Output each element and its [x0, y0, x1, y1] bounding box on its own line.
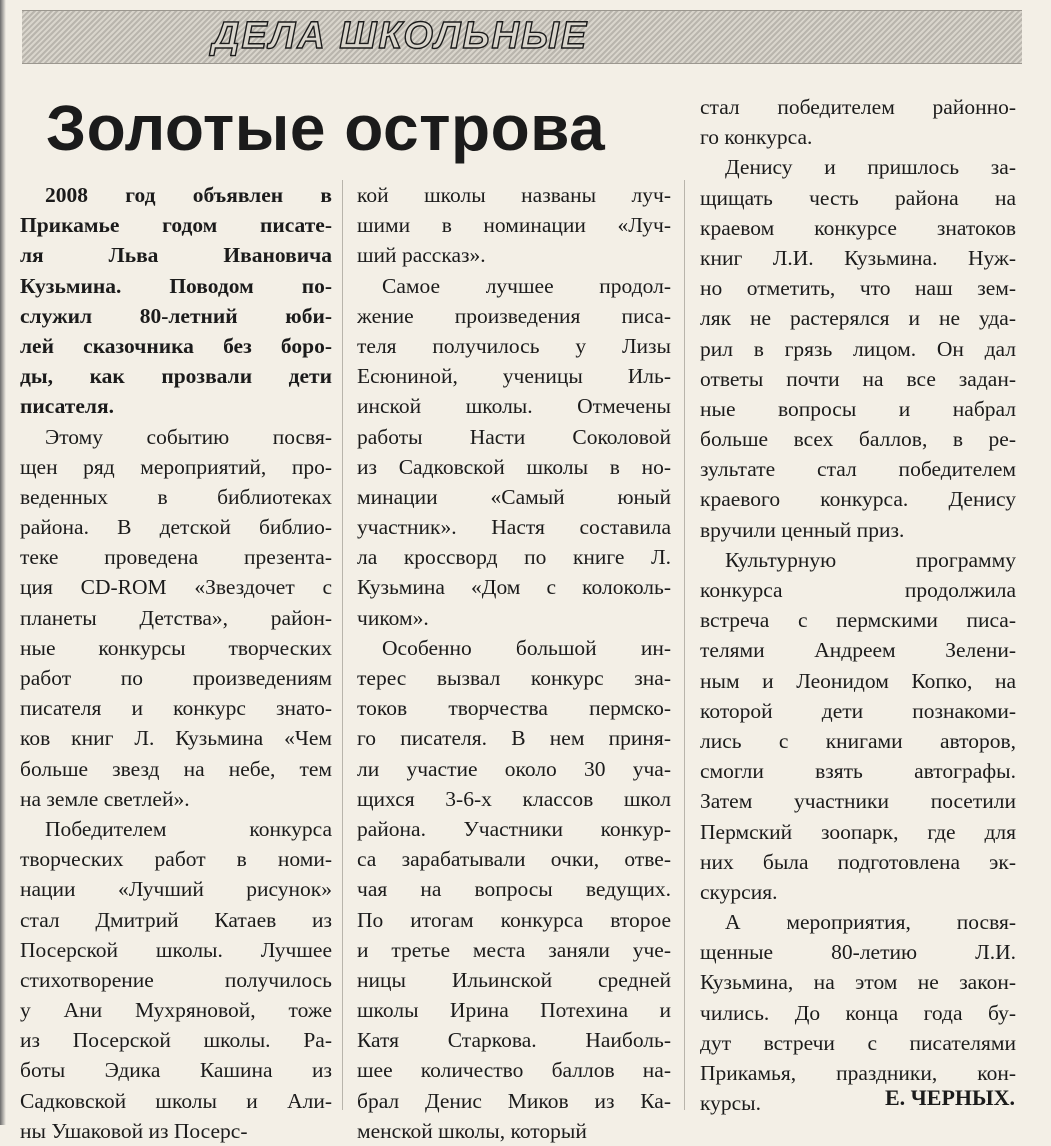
text-line: ший рассказ». — [357, 243, 486, 268]
text-line: го конкурса. — [700, 125, 813, 150]
text-line: го писателя. В нем приня- — [357, 726, 671, 751]
text-line: ла кроссворд по книге Л. — [357, 545, 671, 570]
text-line: нации «Лучший рисунок» — [20, 877, 332, 902]
text-line: Затем участники посетили — [700, 789, 1016, 814]
text-line: менской школы, который — [357, 1118, 587, 1143]
text-line: вручили ценный приз. — [700, 517, 905, 542]
text-line: кой школы названы луч- — [357, 183, 671, 207]
text-line: теке проведена презента- — [20, 545, 332, 570]
article-column-1 — [20, 180, 332, 1146]
text-line: них была подготовлена эк- — [700, 849, 1016, 874]
text-line: школы Ирина Потехина и — [357, 998, 671, 1023]
text-line: ция CD-ROM «Звездочет с — [20, 575, 332, 600]
scan-edge-shadow — [0, 0, 6, 1125]
text-line: чились. До конца года бу- — [700, 1000, 1016, 1025]
text-line: Особенно большой ин- — [382, 635, 671, 660]
text-line: которой дети познакоми- — [700, 698, 1016, 723]
article-column-3 — [700, 92, 1016, 1118]
text-line: ным и Леонидом Копко, на — [700, 668, 1016, 693]
article-author: Е. ЧЕРНЫХ. — [884, 1085, 1015, 1110]
text-line: ные конкурсы творческих — [20, 635, 332, 660]
text-line: веденных в библиотеках — [20, 484, 332, 509]
text-line: района. Участники конкур- — [357, 816, 671, 841]
text-line: щихся 3-6-х классов школ — [357, 786, 671, 811]
text-line: стал Дмитрий Катаев из — [20, 907, 332, 932]
text-line: служил 80-летний юби- — [20, 303, 332, 328]
text-line: жение произведения писа- — [357, 303, 671, 328]
text-line: Садковской школы и Али- — [20, 1088, 332, 1113]
text-line: По итогам конкурса второе — [357, 907, 671, 932]
text-line: 2008 год объявлен в — [45, 183, 332, 207]
text-line: Кузьмина «Дом с колоколь- — [357, 575, 671, 600]
text-line: книг Л.И. Кузьмина. Нуж- — [700, 245, 1016, 270]
text-line: телями Андреем Зелени- — [700, 638, 1016, 663]
text-line: конкурса продолжила — [700, 578, 1016, 603]
text-line: ля Льва Ивановича — [20, 243, 332, 268]
text-line: участник». Настя составила — [357, 515, 671, 540]
text-line: работы Насти Соколовой — [357, 424, 671, 449]
text-line: щищать честь района на — [700, 185, 1016, 210]
text-line: ляк не растерялся и не уда- — [700, 306, 1016, 331]
text-line: творческих работ в номи- — [20, 847, 332, 872]
text-line: инской школы. Отмечены — [357, 394, 671, 419]
text-line: чая на вопросы ведущих. — [357, 877, 671, 902]
text-line: Кузьмина. Поводом по- — [20, 273, 332, 298]
text-line: Катя Старкова. Наиболь- — [357, 1028, 671, 1053]
text-line: Прикамья, праздники, кон- — [700, 1061, 1016, 1086]
text-line: шее количество баллов на- — [357, 1058, 671, 1083]
text-line: брал Денис Миков из Ка- — [357, 1088, 671, 1113]
text-line: скурсия. — [700, 879, 778, 904]
text-line: ницы Ильинской средней — [357, 967, 671, 992]
text-line: Посерской школы. Лучшее — [20, 937, 332, 962]
text-line: минации «Самый юный — [357, 484, 671, 509]
text-line: Культурную программу — [725, 547, 1016, 572]
text-line: писателя и конкурс знато- — [20, 696, 332, 721]
text-line: смогли взять автографы. — [700, 759, 1016, 784]
text-line: ды, как прозвали дети — [20, 364, 332, 389]
text-line: планеты Детства», район- — [20, 605, 332, 630]
text-line: Победителем конкурса — [45, 816, 332, 841]
text-line: лей сказочника без боро- — [20, 333, 332, 358]
text-line: щенные 80-летию Л.И. — [700, 940, 1016, 965]
text-line: дут встречи с писателями — [700, 1030, 1016, 1055]
text-line: стал победителем районно- — [700, 95, 1016, 119]
text-line: больше всех баллов, в ре- — [700, 427, 1016, 452]
text-line: са зарабатывали очки, отве- — [357, 847, 671, 872]
text-line: краевого конкурса. Денису — [700, 487, 1016, 512]
rubric-banner — [22, 10, 1022, 64]
text-line: краевом конкурсе знатоков — [700, 215, 1016, 240]
text-line: работ по произведениям — [20, 666, 332, 691]
text-line: из Садковской школы в но- — [357, 454, 671, 479]
text-line: Пермский зоопарк, где для — [700, 819, 1016, 844]
text-line: ответы почти на все задан- — [700, 366, 1016, 391]
text-line: Прикамье годом писате- — [20, 213, 332, 238]
column-divider — [342, 180, 343, 1110]
text-line: больше звезд на небе, тем — [20, 756, 332, 781]
article-headline: Золотые острова — [46, 92, 606, 164]
rubric-title: ДЕЛА ШКОЛЬНЫЕ — [212, 15, 589, 57]
text-line: встреча с пермскими писа- — [700, 608, 1016, 633]
text-line: чиком». — [357, 605, 429, 630]
text-line: и третье места заняли уче- — [357, 937, 671, 962]
text-line: Есюниной, ученицы Иль- — [357, 364, 671, 389]
text-line: А мероприятия, посвя- — [725, 910, 1016, 935]
text-line: рил в грязь лицом. Он дал — [700, 336, 1016, 361]
text-line: из Посерской школы. Ра- — [20, 1028, 332, 1053]
text-line: Кузьмина, на этом не закон- — [700, 970, 1016, 995]
text-line: района. В детской библио- — [20, 515, 332, 540]
text-line: писателя. — [20, 394, 114, 419]
text-line: курсы. — [700, 1091, 762, 1116]
text-line: щен ряд мероприятий, про- — [20, 454, 332, 479]
text-line: на земле светлей». — [20, 786, 190, 811]
text-line: Денису и пришлось за- — [725, 155, 1016, 180]
text-line: но отметить, что наш зем- — [700, 276, 1016, 301]
text-line: токов творчества пермско- — [357, 696, 671, 721]
text-line: у Ани Мухряновой, тоже — [20, 998, 332, 1023]
text-line: теля получилось у Лизы — [357, 333, 671, 358]
text-line: ков книг Л. Кузьмина «Чем — [20, 726, 332, 751]
article-column-2 — [357, 180, 671, 1146]
text-line: терес вызвал конкурс зна- — [357, 666, 671, 691]
text-line: шими в номинации «Луч- — [357, 213, 671, 238]
text-line: ные вопросы и набрал — [700, 396, 1016, 421]
text-line: зультате стал победителем — [700, 457, 1016, 482]
text-line: боты Эдика Кашина из — [20, 1058, 332, 1083]
text-line: лись с книгами авторов, — [700, 728, 1016, 753]
text-line: ны Ушаковой из Посерс- — [20, 1118, 248, 1143]
text-line: Этому событию посвя- — [45, 424, 332, 449]
text-line: стихотворение получилось — [20, 967, 332, 992]
text-line: Самое лучшее продол- — [382, 273, 671, 298]
column-divider — [684, 180, 685, 1110]
text-line: ли участие около 30 уча- — [357, 756, 671, 781]
